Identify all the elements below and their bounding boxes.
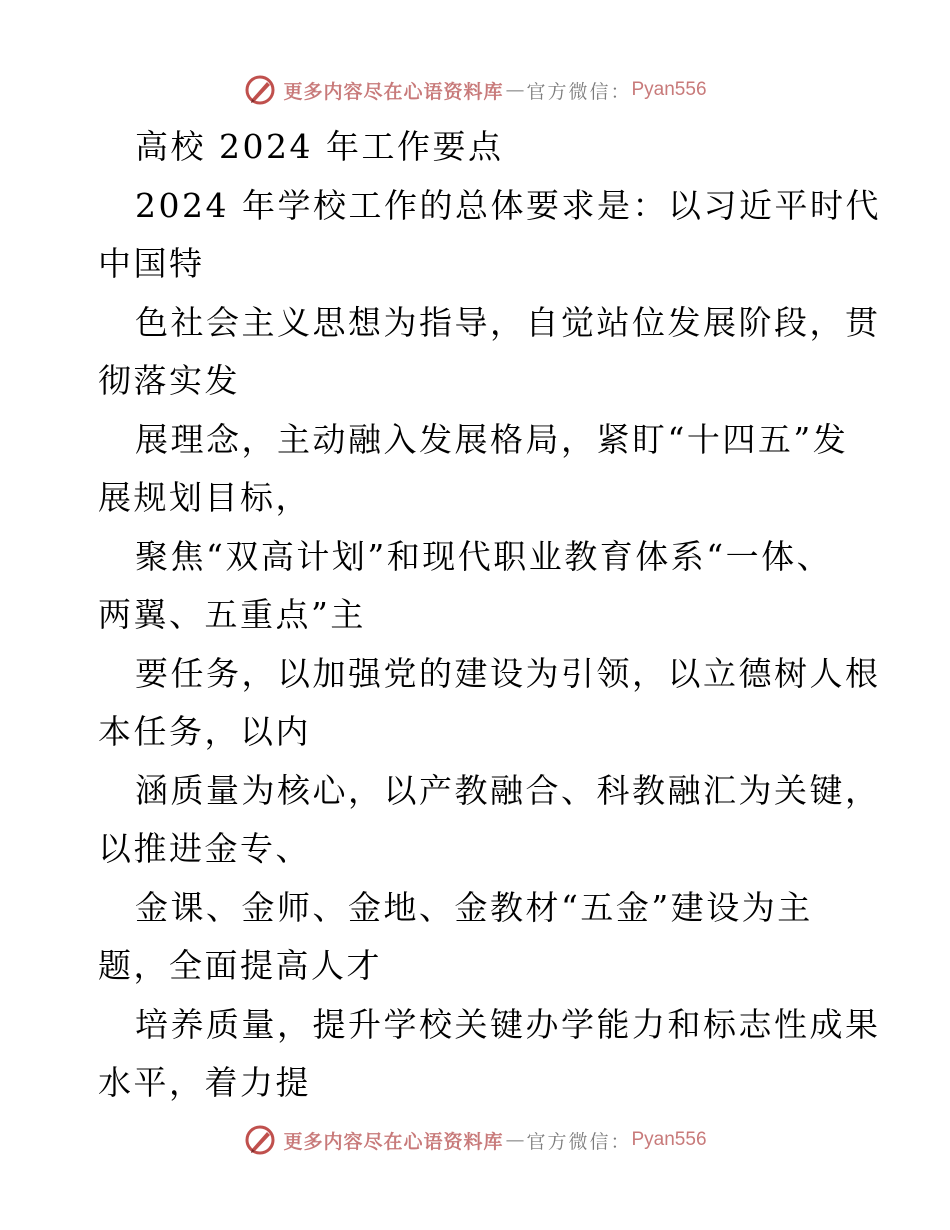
footer-watermark <box>0 1120 950 1160</box>
text-line: 两翼、五重点”主 <box>98 595 366 634</box>
watermark-wechat-id: Pyan556 <box>631 79 707 100</box>
text-line: 中国特 <box>98 244 205 283</box>
document-title: 高校 2024 年工作要点 <box>135 127 504 166</box>
header-watermark <box>0 70 950 110</box>
text-line: 聚焦“双高计划”和现代职业教育体系“一体、 <box>135 536 833 576</box>
text-line: 2024 年学校工作的总体要求是：以习近平时代 <box>135 185 881 225</box>
text-line: 以推进金专、 <box>98 829 311 868</box>
watermark-separator: — <box>505 1129 525 1151</box>
watermark-separator: — <box>505 79 525 101</box>
text-line: 展规划目标， <box>98 478 311 517</box>
text-line: 涵质量为核心，以产教融合、科教融汇为关键， <box>135 770 881 810</box>
text-line: 色社会主义思想为指导，自觉站位发展阶段，贯 <box>135 302 881 342</box>
pen-logo-icon <box>243 1123 277 1157</box>
watermark-main-text: 更多内容尽在心语资料库 <box>283 80 504 103</box>
text-line: 水平，着力提 <box>98 1063 311 1102</box>
watermark-main-text: 更多内容尽在心语资料库 <box>283 1130 504 1153</box>
pen-logo-icon <box>243 73 277 107</box>
text-line: 要任务，以加强党的建设为引领，以立德树人根 <box>135 653 881 693</box>
text-line: 本任务，以内 <box>98 712 311 751</box>
document-body <box>98 118 881 1113</box>
text-line: 题，全面提高人才 <box>98 946 382 985</box>
watermark-wechat-id: Pyan556 <box>631 1129 707 1150</box>
text-line: 金课、金师、金地、金教材“五金”建设为主 <box>135 887 813 927</box>
watermark-wechat-label: 官方微信： <box>526 1130 632 1153</box>
text-line: 彻落实发 <box>98 361 240 400</box>
text-line: 培养质量，提升学校关键办学能力和标志性成果 <box>135 1004 881 1044</box>
text-line: 展理念，主动融入发展格局，紧盯“十四五”发 <box>135 419 849 459</box>
watermark-wechat-label: 官方微信： <box>526 80 632 103</box>
